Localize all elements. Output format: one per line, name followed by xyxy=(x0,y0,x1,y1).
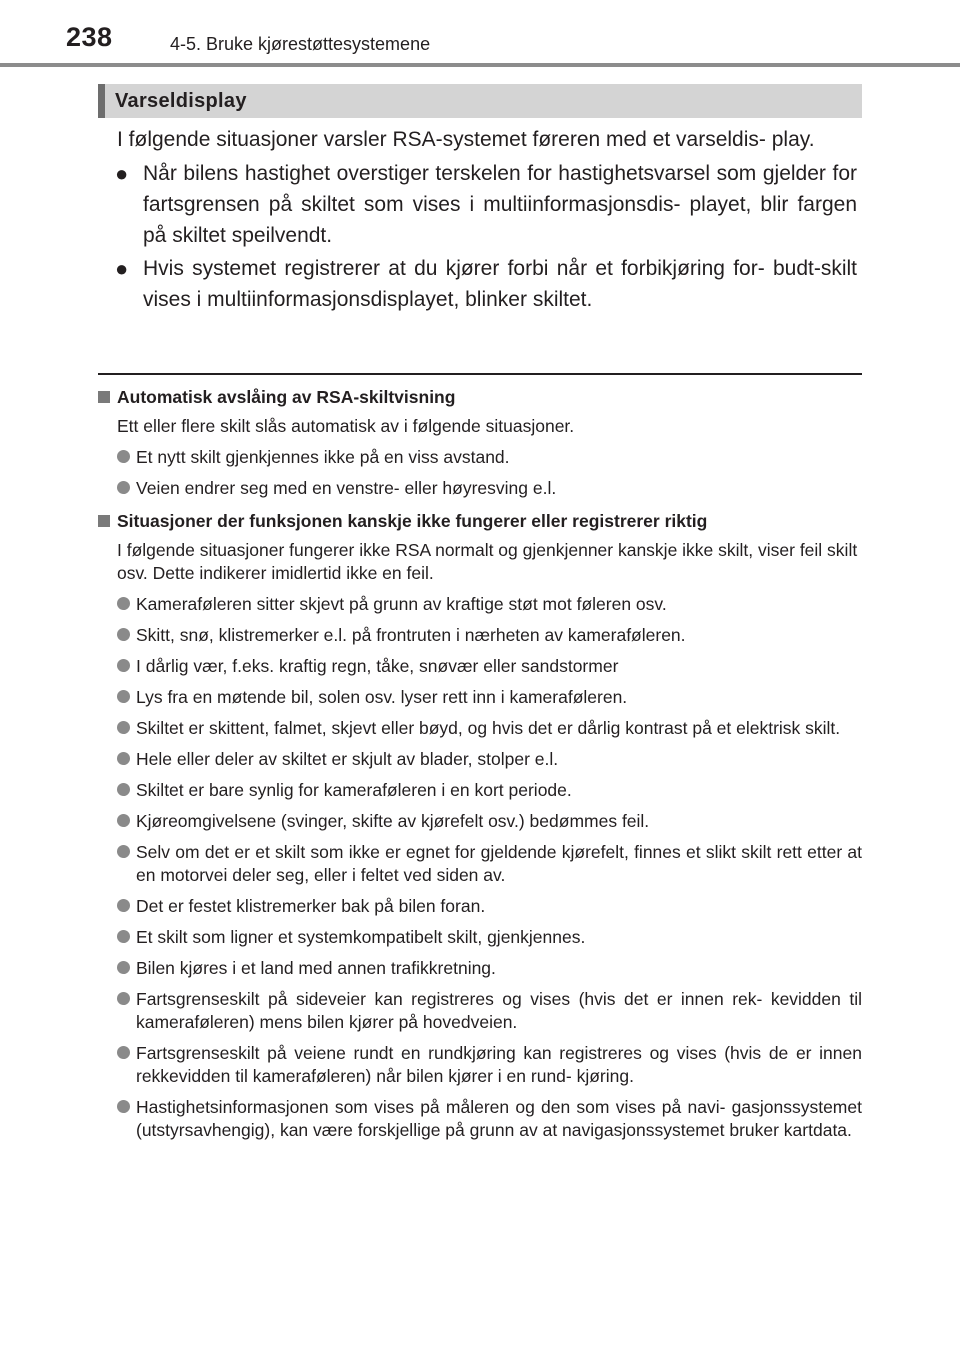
section-list-item-text: Hvis systemet registrerer at du kjører forbi når et forbikjøring for- budt-skilt vises i multiinformasjonsdisplayet, blinker skiltet. xyxy=(143,257,857,311)
section-intro: I følgende situasjoner varsler RSA-systemet føreren med et varseldis- play. xyxy=(117,128,815,151)
circle-bullet-icon xyxy=(117,450,130,463)
list-item-text: Det er festet klistremerker bak på bilen foran. xyxy=(136,896,486,916)
circle-bullet-icon xyxy=(117,752,130,765)
list-item xyxy=(98,779,862,802)
list-item-text: Lys fra en møtende bil, solen osv. lyser rett inn i kameraføleren. xyxy=(136,687,628,707)
section-list-item xyxy=(117,253,857,315)
header-divider xyxy=(0,63,960,67)
list-item-text: Skiltet er skittent, falmet, skjevt eller bøyd, og hvis det er dårlig kontrast på et elektrisk skilt. xyxy=(136,718,841,738)
circle-bullet-icon xyxy=(117,597,130,610)
warning-display-section xyxy=(117,124,857,317)
square-bullet-icon xyxy=(98,391,110,403)
square-bullet-icon xyxy=(98,515,110,527)
section-title: Varseldisplay xyxy=(115,90,247,112)
black-circle-bullet-icon: ● xyxy=(115,161,129,186)
list-item xyxy=(98,1096,862,1142)
circle-bullet-icon xyxy=(117,721,130,734)
list-item-text: Kjøreomgivelsene (svinger, skifte av kjørefelt osv.) bedømmes feil. xyxy=(136,811,650,831)
note-heading-text: Situasjoner der funksjonen kanskje ikke fungerer eller registrerer riktig xyxy=(117,511,708,531)
chapter-title: 4-5. Bruke kjørestøttesystemene xyxy=(170,34,431,54)
circle-bullet-icon xyxy=(117,845,130,858)
page-number: 238 xyxy=(66,22,113,52)
circle-bullet-icon xyxy=(117,628,130,641)
list-item-text: I dårlig vær, f.eks. kraftig regn, tåke, snøvær eller sandstormer xyxy=(136,656,619,676)
list-item-text: Fartsgrenseskilt på sideveier kan registreres og vises (hvis det er innen rek- kevidden til kameraføleren) mens bilen kjører på hovedveien. xyxy=(136,989,862,1032)
list-item-text: Hastighetsinformasjonen som vises på måleren og den som vises på navi- gasjonssystemet (utstyrsavhengig), kan være forskjellige på grunn av at navigasjonssystemet bruker kartdata. xyxy=(136,1097,862,1140)
note-heading xyxy=(98,510,862,533)
list-item xyxy=(98,593,862,616)
list-item xyxy=(98,988,862,1034)
circle-bullet-icon xyxy=(117,690,130,703)
circle-bullet-icon xyxy=(117,899,130,912)
circle-bullet-icon xyxy=(117,1046,130,1059)
list-item-text: Et nytt skilt gjenkjennes ikke på en viss avstand. xyxy=(136,447,510,467)
note-heading xyxy=(98,386,862,409)
list-item-text: Et skilt som ligner et systemkompatibelt skilt, gjenkjennes. xyxy=(136,927,586,947)
list-item-text: Skitt, snø, klistremerker e.l. på frontruten i nærheten av kameraføleren. xyxy=(136,625,686,645)
list-item-text: Skiltet er bare synlig for kameraføleren i en kort periode. xyxy=(136,780,572,800)
list-item xyxy=(98,446,862,469)
note-text: Ett eller flere skilt slås automatisk av i følgende situasjoner. xyxy=(117,416,575,436)
list-item xyxy=(98,655,862,678)
circle-bullet-icon xyxy=(117,1100,130,1113)
circle-bullet-icon xyxy=(117,961,130,974)
section-list-item xyxy=(117,158,857,251)
list-item-text: Fartsgrenseskilt på veiene rundt en rundkjøring kan registreres og vises (hvis de er innen rekkevidden til kameraføleren) når bilen kjører i en rund- kjøring. xyxy=(136,1043,862,1086)
list-item xyxy=(98,957,862,980)
section-title-bar xyxy=(98,84,862,118)
circle-bullet-icon xyxy=(117,814,130,827)
section-bar-accent xyxy=(98,84,105,118)
note-text: I følgende situasjoner fungerer ikke RSA normalt og gjenkjenner kanskje ikke skilt, viser feil skilt osv. Dette indikerer imidlertid ikke en feil. xyxy=(117,540,858,583)
list-item xyxy=(98,748,862,771)
list-item-text: Veien endrer seg med en venstre- eller høyresving e.l. xyxy=(136,478,557,498)
notes-section xyxy=(98,384,862,1142)
list-item xyxy=(98,686,862,709)
list-item-text: Bilen kjøres i et land med annen trafikkretning. xyxy=(136,958,496,978)
list-item xyxy=(98,810,862,833)
section-divider xyxy=(98,373,862,375)
list-item xyxy=(98,717,862,740)
circle-bullet-icon xyxy=(117,481,130,494)
list-item xyxy=(98,624,862,647)
circle-bullet-icon xyxy=(117,659,130,672)
section-list-item-text: Når bilens hastighet overstiger terskelen for hastighetsvarsel som gjelder for fartsgrensen på skiltet som vises i multiinformasjonsdis- playet, blir fargen på skiltet speilvendt. xyxy=(143,162,857,247)
list-item xyxy=(98,841,862,887)
list-item-text: Hele eller deler av skiltet er skjult av blader, stolper e.l. xyxy=(136,749,559,769)
list-item-text: Selv om det er et skilt som ikke er egnet for gjeldende kjørefelt, finnes et slikt skilt rett etter at en motorvei deler seg, eller i feltet ved siden av. xyxy=(136,842,862,885)
list-item xyxy=(98,926,862,949)
black-circle-bullet-icon: ● xyxy=(115,256,129,281)
list-item xyxy=(98,895,862,918)
list-item xyxy=(98,1042,862,1088)
circle-bullet-icon xyxy=(117,783,130,796)
list-item xyxy=(98,477,862,500)
list-item-text: Kameraføleren sitter skjevt på grunn av kraftige støt mot føleren osv. xyxy=(136,594,667,614)
note-gap xyxy=(98,500,862,508)
circle-bullet-icon xyxy=(117,992,130,1005)
page-header xyxy=(0,0,960,70)
note-heading-text: Automatisk avslåing av RSA-skiltvisning xyxy=(117,387,456,407)
circle-bullet-icon xyxy=(117,930,130,943)
